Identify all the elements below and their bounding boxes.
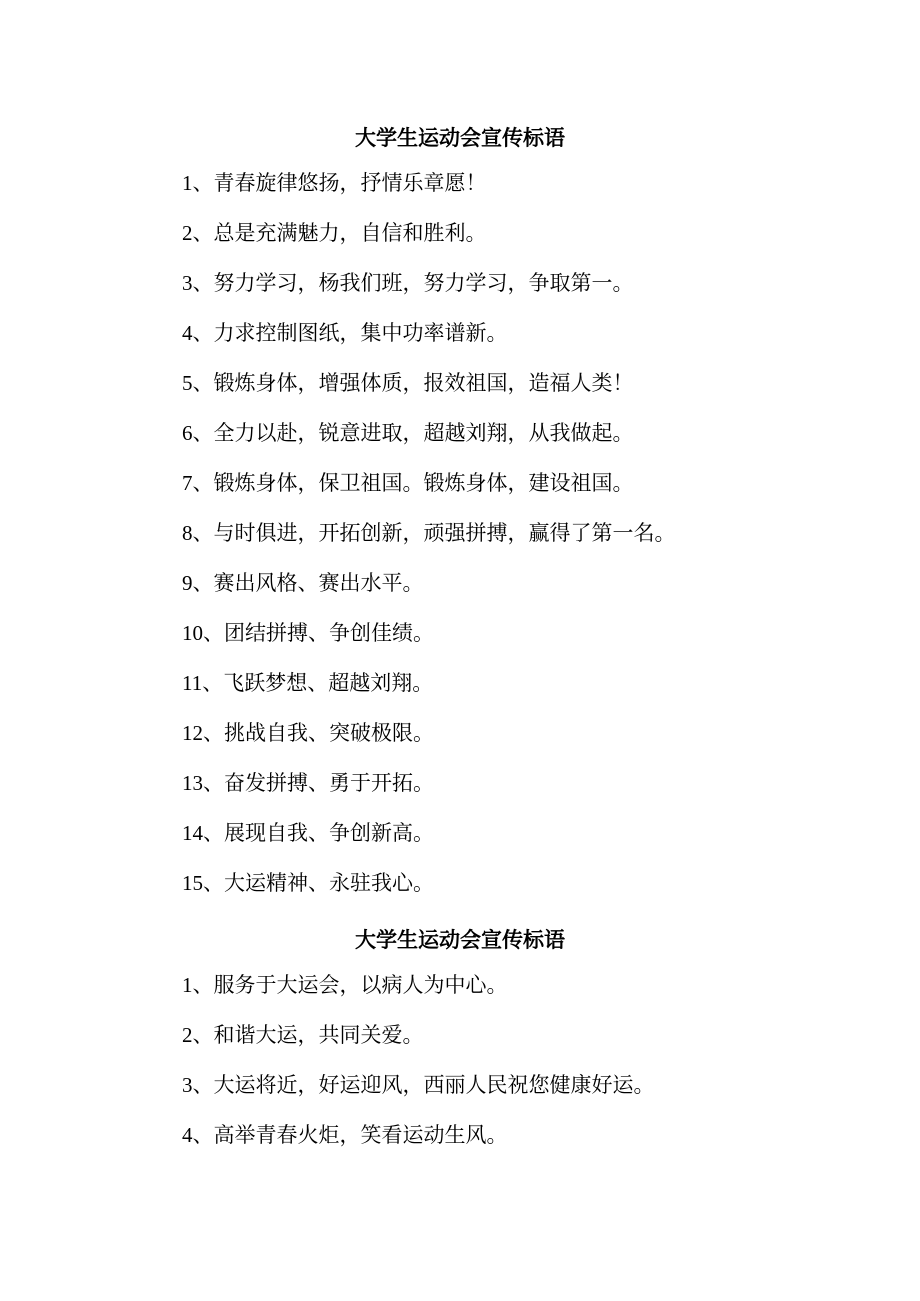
slogan-item xyxy=(0,1060,920,1110)
slogan-number: 6 xyxy=(182,421,193,445)
slogan-item xyxy=(0,458,920,508)
slogan-number: 3 xyxy=(182,1073,193,1097)
slogan-item xyxy=(0,508,920,558)
slogan-item xyxy=(0,358,920,408)
slogan-number: 5 xyxy=(182,371,193,395)
slogan-number: 7 xyxy=(182,471,193,495)
slogan-item xyxy=(0,808,920,858)
section-title: 大学生运动会宣传标语 xyxy=(355,928,565,952)
slogan-number: 12 xyxy=(182,721,203,745)
slogan-number: 4 xyxy=(182,321,193,345)
slogan-text: 、赛出风格、赛出水平。 xyxy=(192,571,424,595)
slogan-text: 、飞跃梦想、超越刘翔。 xyxy=(202,671,434,695)
slogan-text: 、和谐大运，共同关爱。 xyxy=(192,1023,424,1047)
slogan-text: 、大运将近，好运迎风，西丽人民祝您健康好运。 xyxy=(192,1073,655,1097)
slogan-item xyxy=(0,258,920,308)
section-title: 大学生运动会宣传标语 xyxy=(355,126,565,150)
slogan-number: 14 xyxy=(182,821,203,845)
slogan-text: 、力求控制图纸，集中功率谱新。 xyxy=(192,321,508,345)
slogan-item xyxy=(0,408,920,458)
slogan-section-2 xyxy=(0,920,920,1160)
slogan-number: 1 xyxy=(182,171,193,195)
slogan-text: 、总是充满魅力，自信和胜利。 xyxy=(192,221,487,245)
slogan-number: 13 xyxy=(182,771,203,795)
slogan-number: 15 xyxy=(182,871,203,895)
slogan-text: 、团结拼搏、争创佳绩。 xyxy=(203,621,434,645)
slogan-item xyxy=(0,558,920,608)
slogan-item xyxy=(0,158,920,208)
slogan-text: 、服务于大运会，以病人为中心。 xyxy=(192,973,508,997)
slogan-item xyxy=(0,758,920,808)
slogan-text: 、奋发拼搏、勇于开拓。 xyxy=(203,771,434,795)
slogan-list xyxy=(0,960,920,1160)
slogan-list xyxy=(0,158,920,908)
slogan-number: 11 xyxy=(182,671,203,695)
slogan-section-1 xyxy=(0,118,920,908)
slogan-item xyxy=(0,1110,920,1160)
slogan-text: 、锻炼身体，保卫祖国。锻炼身体，建设祖国。 xyxy=(192,471,634,495)
slogan-text: 、与时俱进，开拓创新，顽强拼搏，赢得了第一名。 xyxy=(192,521,676,545)
slogan-text: 、挑战自我、突破极限。 xyxy=(203,721,434,745)
slogan-item xyxy=(0,658,920,708)
slogan-number: 4 xyxy=(182,1123,193,1147)
slogan-item xyxy=(0,608,920,658)
slogan-number: 1 xyxy=(182,973,193,997)
slogan-item xyxy=(0,708,920,758)
slogan-number: 2 xyxy=(182,1023,193,1047)
slogan-item xyxy=(0,858,920,908)
slogan-number: 8 xyxy=(182,521,193,545)
slogan-text: 、高举青春火炬，笑看运动生风。 xyxy=(192,1123,508,1147)
slogan-text: 、青春旋律悠扬，抒情乐章愿！ xyxy=(192,171,487,195)
slogan-text: 、全力以赴，锐意进取，超越刘翔，从我做起。 xyxy=(192,421,634,445)
slogan-number: 3 xyxy=(182,271,193,295)
slogan-number: 9 xyxy=(182,571,193,595)
slogan-text: 、努力学习，杨我们班，努力学习，争取第一。 xyxy=(192,271,634,295)
slogan-number: 2 xyxy=(182,221,193,245)
slogan-text: 、大运精神、永驻我心。 xyxy=(203,871,434,895)
slogan-item xyxy=(0,308,920,358)
slogan-item xyxy=(0,1010,920,1060)
slogan-text: 、锻炼身体，增强体质，报效祖国，造福人类！ xyxy=(192,371,634,395)
slogan-item xyxy=(0,960,920,1010)
slogan-number: 10 xyxy=(182,621,203,645)
slogan-text: 、展现自我、争创新高。 xyxy=(203,821,434,845)
slogan-item xyxy=(0,208,920,258)
